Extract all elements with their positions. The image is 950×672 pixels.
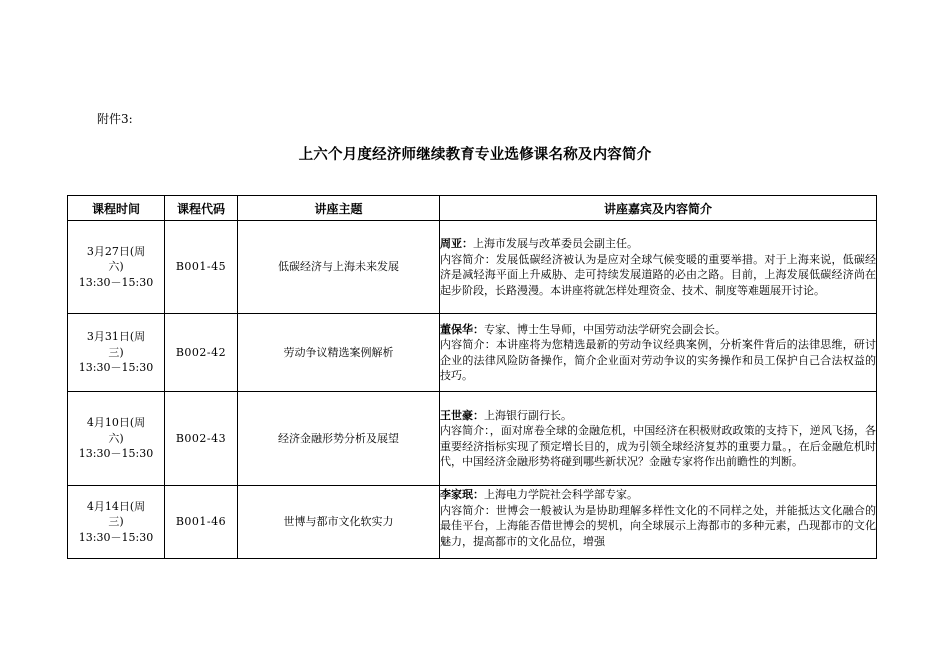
course-weekday: 三)	[108, 515, 124, 529]
lecture-topic: 经济金融形势分析及展望	[238, 392, 440, 486]
course-time	[68, 392, 165, 486]
document-title: 上六个月度经济师继续教育专业选修课名称及内容简介	[298, 147, 652, 163]
speaker-intro	[440, 392, 877, 486]
table-row	[68, 486, 877, 559]
intro-text: 内容简介：，面对席卷全球的金融危机，中国经济在积极财政政策的支持下，逆风飞扬，各重要经济指标实现了预定增长目的，成为引领全球经济复苏的重要力量。，在后金融危机时代，中国经济金融形势将碰到哪些新状况？金融专家将作出前瞻性的判断。	[440, 424, 876, 468]
header-course-code: 课程代码	[165, 196, 238, 221]
speaker-name: 李家珉：	[440, 488, 484, 501]
course-time	[68, 314, 165, 392]
course-code: B002-42	[165, 314, 238, 392]
course-hours: 13:30－15:30	[78, 530, 154, 544]
intro-text: 内容简介：发展低碳经济被认为是应对全球气候变暖的重要举措。对于上海来说，低碳经济是减轻海平面上升威胁、走可持续发展道路的必由之路。目前，上海发展低碳经济尚在起步阶段，长路漫漫。本讲座将就怎样处理资金、技术、制度等难题展开讨论。	[440, 252, 876, 297]
course-code: B002-43	[165, 392, 238, 486]
attachment-label: 附件3:	[97, 112, 133, 126]
course-date: 3月27日(周	[86, 244, 146, 258]
course-date: 3月31日(周	[86, 330, 146, 344]
lecture-topic: 世博与都市文化软实力	[238, 486, 440, 559]
speaker-name: 王世豪：	[440, 408, 484, 422]
course-table	[67, 195, 877, 559]
table-row	[68, 314, 877, 392]
lecture-topic: 低碳经济与上海未来发展	[238, 221, 440, 314]
speaker-name: 周亚：	[440, 237, 473, 250]
course-hours: 13:30－15:30	[78, 275, 154, 289]
speaker-info: 上海银行副行长。	[484, 408, 572, 422]
course-time	[68, 221, 165, 314]
speaker-intro	[440, 486, 877, 559]
course-code: B001-45	[165, 221, 238, 314]
course-code: B001-46	[165, 486, 238, 559]
course-hours: 13:30－15:30	[78, 361, 154, 375]
table-header-row	[68, 196, 877, 221]
speaker-intro	[440, 314, 877, 392]
header-lecture-topic: 讲座主题	[238, 196, 440, 221]
header-course-time: 课程时间	[68, 196, 165, 221]
course-weekday: 六)	[108, 260, 124, 274]
header-speaker-intro: 讲座嘉宾及内容简介	[440, 196, 877, 221]
course-hours: 13:30－15:30	[78, 447, 154, 461]
table-row	[68, 221, 877, 314]
course-date: 4月14日(周	[86, 499, 146, 513]
speaker-info: 上海市发展与改革委员会副主任。	[473, 237, 638, 250]
speaker-info: 上海电力学院社会科学部专家。	[484, 488, 638, 501]
course-weekday: 三)	[108, 345, 124, 359]
speaker-name: 董保华：	[440, 322, 484, 336]
table-row	[68, 392, 877, 486]
course-time	[68, 486, 165, 559]
course-date: 4月10日(周	[86, 416, 146, 430]
lecture-topic: 劳动争议精选案例解析	[238, 314, 440, 392]
speaker-intro	[440, 221, 877, 314]
speaker-info: 专家、博士生导师，中国劳动法学研究会副会长。	[484, 322, 726, 336]
course-weekday: 六)	[108, 431, 124, 445]
intro-text: 内容简介：世博会一般被认为是协助理解多样性文化的不同样之处，并能抵达文化融合的最佳平台，上海能否借世博会的契机，向全球展示上海都市的多种元素，凸现都市的文化魅力，提高都市的文化品位，增强	[440, 503, 876, 548]
intro-text: 内容简介：本讲座将为您精选最新的劳动争议经典案例，分析案件背后的法律思维，研讨企业的法律风险防备操作，简介企业面对劳动争议的实务操作和员工保护自己合法权益的技巧。	[440, 338, 876, 382]
